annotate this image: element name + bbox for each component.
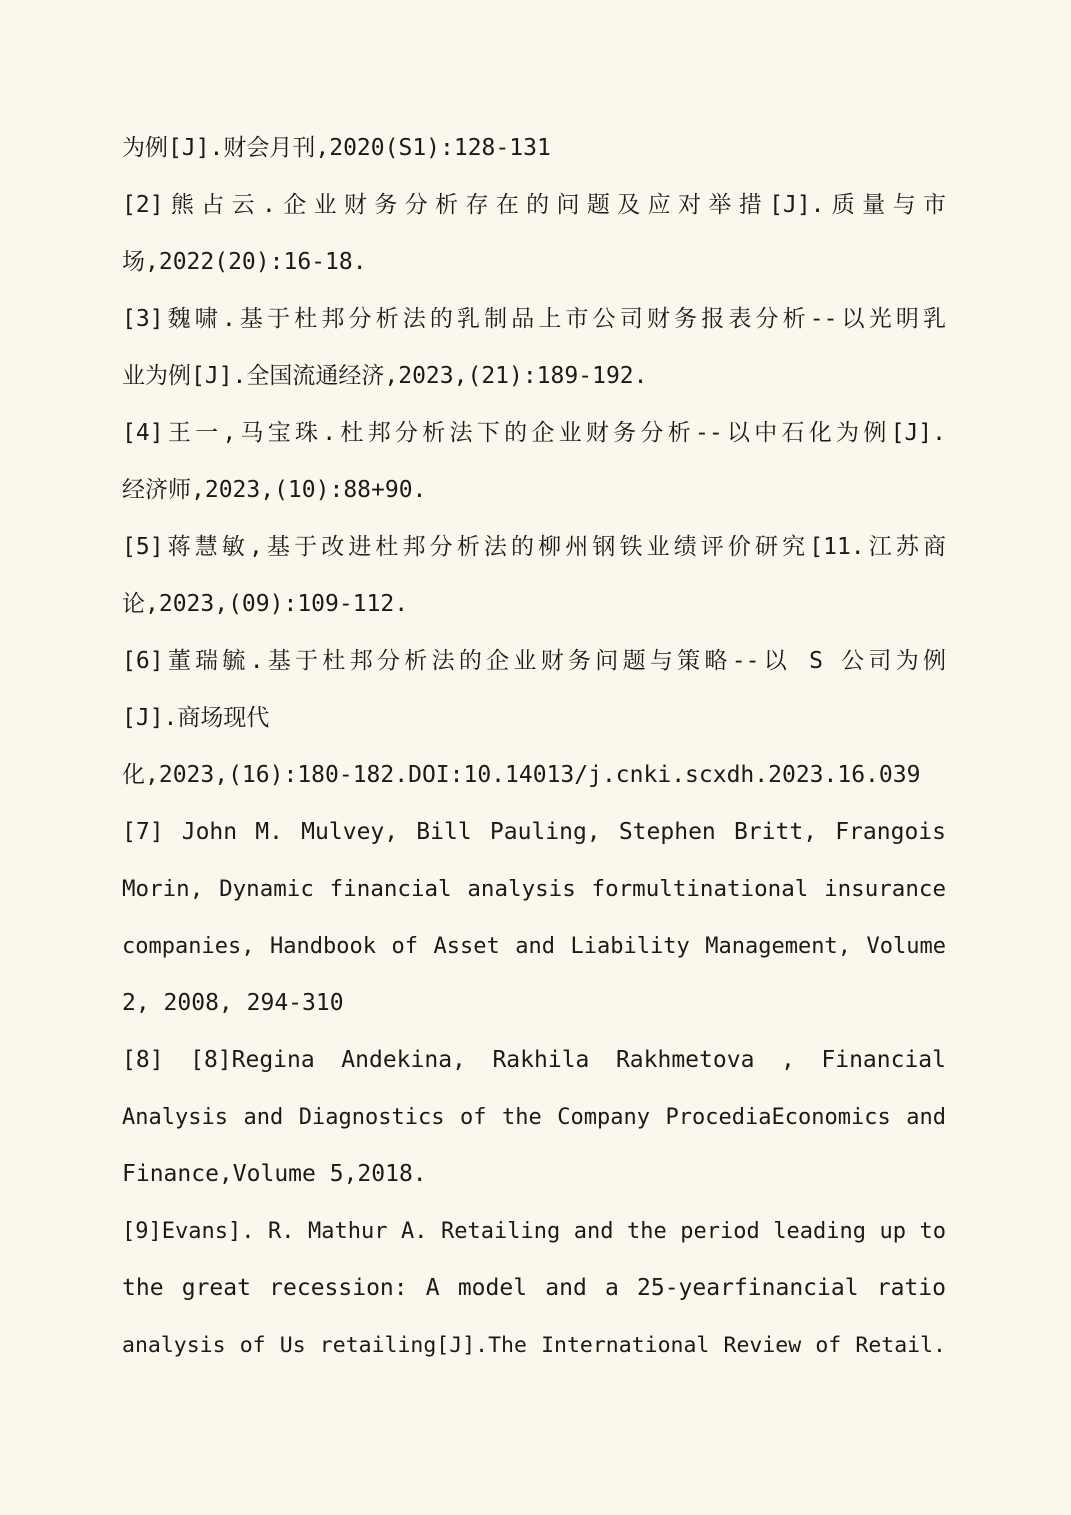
reference-line: [J].商场现代 xyxy=(122,705,270,731)
reference-line: 为例[J].财会月刊,2020(S1):128-131 xyxy=(122,135,551,161)
reference-line: Analysis and Diagnostics of the Company ProcediaEconomics and xyxy=(122,1105,946,1130)
reference-line: 业为例[J].全国流通经济,2023,(21):189-192. xyxy=(122,363,648,389)
reference-line: [5]蒋慧敏,基于改进杜邦分析法的柳州钢铁业绩评价研究[11.江苏商 xyxy=(122,534,946,560)
reference-line: [4]王一,马宝珠.杜邦分析法下的企业财务分析--以中石化为例[J]. xyxy=(122,420,946,446)
reference-line: 论,2023,(09):109-112. xyxy=(122,591,409,617)
reference-line: [2]熊占云.企业财务分析存在的问题及应对举措[J].质量与市 xyxy=(122,192,946,218)
reference-line: 场,2022(20):16-18. xyxy=(122,249,367,275)
reference-line: companies, Handbook of Asset and Liability Management, Volume xyxy=(122,934,946,959)
reference-line: 化,2023,(16):180-182.DOI:10.14013/j.cnki.scxdh.2023.16.039 xyxy=(122,762,921,788)
reference-line: [7] John M. Mulvey, Bill Pauling, Stephen Britt, Frangois xyxy=(122,819,946,845)
reference-line: 经济师,2023,(10):88+90. xyxy=(122,477,427,503)
reference-line: [6]董瑞毓.基于杜邦分析法的企业财务问题与策略--以 S 公司为例 xyxy=(122,648,946,674)
reference-line: analysis of Us retailing[J].The International Review of Retail. xyxy=(122,1333,946,1358)
reference-line: [8] [8]Regina Andekina, Rakhila Rakhmetova , Financial xyxy=(122,1047,946,1073)
reference-line: [3]魏啸.基于杜邦分析法的乳制品上市公司财务报表分析--以光明乳 xyxy=(122,306,946,332)
reference-line: the great recession: A model and a 25-yearfinancial ratio xyxy=(122,1275,946,1301)
reference-line: Finance,Volume 5,2018. xyxy=(122,1161,427,1187)
reference-line: 2, 2008, 294-310 xyxy=(122,990,344,1016)
reference-line: [9]Evans]. R. Mathur A. Retailing and the period leading up to xyxy=(122,1219,946,1244)
reference-list xyxy=(122,120,946,1374)
reference-line: Morin, Dynamic financial analysis formultinational insurance xyxy=(122,876,946,902)
